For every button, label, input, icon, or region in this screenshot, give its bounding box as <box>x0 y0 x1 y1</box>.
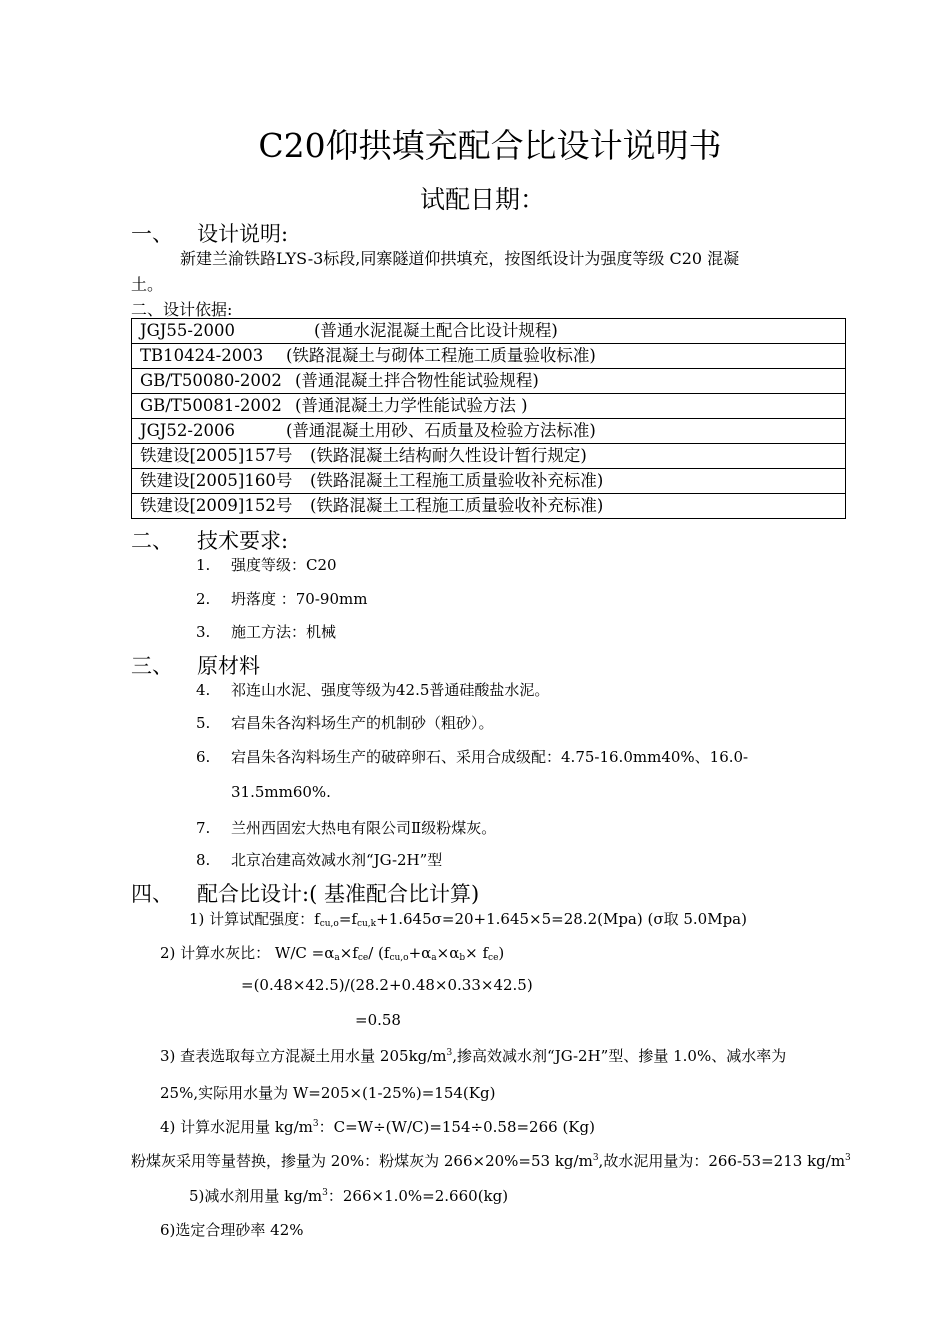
tech-requirement-item: 1. 强度等级：C20 <box>196 556 337 574</box>
standard-name: (铁路混凝土工程施工质量验收补充标准) <box>310 471 604 490</box>
section-number: 三、 <box>131 654 173 678</box>
document-title: C20仰拱填充配合比设计说明书 <box>258 126 722 165</box>
standard-name: (铁路混凝土工程施工质量验收补充标准) <box>310 496 604 515</box>
calc-step-4: 4) 计算水泥用量 $kg/m^3$：C=W÷(W/C)=154÷0.58=266 (Kg) <box>160 1118 595 1136</box>
calc-step-3-line1: 3) 查表选取每立方混凝土用水量 $205kg/m^3$,掺高效减水剂“JG-2H”型、掺量 1.0%、减水率为 <box>160 1047 787 1065</box>
design-description-line1: 新建兰渝铁路LYS-3标段,同寨隧道仰拱填充，按图纸设计为强度等级 C20 混凝 <box>180 249 740 268</box>
standard-row <box>132 319 846 344</box>
standard-code: 铁建设[2005]157号 <box>140 446 293 465</box>
material-item: 6. 宕昌朱各沟料场生产的破碎卵石、采用合成级配：4.75-16.0mm40%、16.0- <box>196 748 749 766</box>
standard-name: (铁路混凝土与砌体工程施工质量验收标准) <box>286 346 596 365</box>
standard-cell <box>132 394 846 419</box>
standard-code: TB10424-2003 <box>140 346 264 365</box>
standard-cell <box>132 494 846 519</box>
standard-cell <box>132 444 846 469</box>
standard-cell <box>132 369 846 394</box>
standard-cell <box>132 344 846 369</box>
section-title: 技术要求: <box>197 529 289 553</box>
calc-step-2-result: =0.58 <box>355 1011 401 1029</box>
section-4-heading <box>131 878 479 908</box>
standard-code: JGJ52-2006 <box>140 421 235 440</box>
calc-step-6: 6)选定合理砂率 42% <box>160 1221 304 1239</box>
section-2-heading <box>131 525 288 555</box>
calc-step-1: 1) 计算试配强度：$f_{cu,o}=f_{cu,k}+1.645\sigma=20+1.645\times 5=28.2(Mpa)$ (σ取 5.0Mpa) <box>189 910 747 929</box>
design-description-line2: 土。 <box>131 275 164 294</box>
standard-code: GB/T50081-2002 <box>140 396 282 415</box>
standard-name: (普通混凝土用砂、石质量及检验方法标准) <box>286 421 596 440</box>
design-basis-heading: 二、设计依据: <box>131 300 233 319</box>
section-title: 设计说明: <box>197 222 289 246</box>
standard-name: (普通水泥混凝土配合比设计规程) <box>314 321 558 340</box>
standard-row <box>132 344 846 369</box>
calc-step-2: 2) 计算水灰比： $W/C =\alpha_a\times f_{ce}/$ $(f_{cu,o}+\alpha_a\times\alpha_b\times f_{ce})$ <box>160 944 505 963</box>
material-item: 4. 祁连山水泥、强度等级为42.5普通硅酸盐水泥。 <box>196 681 550 699</box>
section-3-heading <box>131 650 260 680</box>
standard-code: 铁建设[2005]160号 <box>140 471 293 490</box>
standard-row <box>132 444 846 469</box>
standard-name: (普通混凝土力学性能试验方法 ) <box>295 396 528 415</box>
section-number: 四、 <box>131 882 173 906</box>
section-number: 二、 <box>131 529 173 553</box>
standard-row <box>132 369 846 394</box>
standard-cell <box>132 419 846 444</box>
section-number: 一、 <box>131 222 173 246</box>
calc-step-3-line2: 25%,实际用水量为 W=205×(1-25%)=154(Kg) <box>160 1084 496 1102</box>
standard-cell <box>132 469 846 494</box>
standard-code: JGJ55-2000 <box>140 321 235 340</box>
standard-row <box>132 494 846 519</box>
standard-name: (普通混凝土拌合物性能试验规程) <box>295 371 539 390</box>
standard-cell <box>132 319 846 344</box>
standard-row <box>132 469 846 494</box>
calc-step-5: 5)减水剂用量 $kg/m^3$：266×1.0%=2.660(kg) <box>189 1187 509 1205</box>
standard-code: GB/T50080-2002 <box>140 371 282 390</box>
section-title: 原材料 <box>197 654 260 678</box>
material-item: 7. 兰州西固宏大热电有限公司Ⅱ级粉煤灰。 <box>196 819 497 837</box>
tech-requirement-item: 3. 施工方法：机械 <box>196 623 337 641</box>
trial-date-label: 试配日期： <box>419 185 545 214</box>
material-item: 5. 宕昌朱各沟料场生产的机制砂（粗砂）。 <box>196 714 494 732</box>
standard-code: 铁建设[2009]152号 <box>140 496 293 515</box>
standard-name: (铁路混凝土结构耐久性设计暂行规定) <box>310 446 587 465</box>
tech-requirement-item: 2. 坍落度 ：70-90mm <box>196 590 368 608</box>
section-1-heading <box>131 218 288 248</box>
fly-ash-replacement: 粉煤灰采用等量替换，掺量为 20%：粉煤灰为 266×20%=53 $kg/m^3$,故水泥用量为：266-53=213 $kg/m^3$ <box>131 1152 851 1170</box>
material-item: 8. 北京冶建高效减水剂“JG-2H”型 <box>196 851 443 869</box>
material-item-continued: 31.5mm60%. <box>231 783 331 801</box>
standard-row <box>132 394 846 419</box>
standards-table <box>131 318 846 519</box>
standard-row <box>132 419 846 444</box>
section-title: 配合比设计:( 基准配合比计算) <box>197 882 480 906</box>
calc-step-2-substitution: =(0.48×42.5)/(28.2+0.48×0.33×42.5) <box>241 976 533 994</box>
